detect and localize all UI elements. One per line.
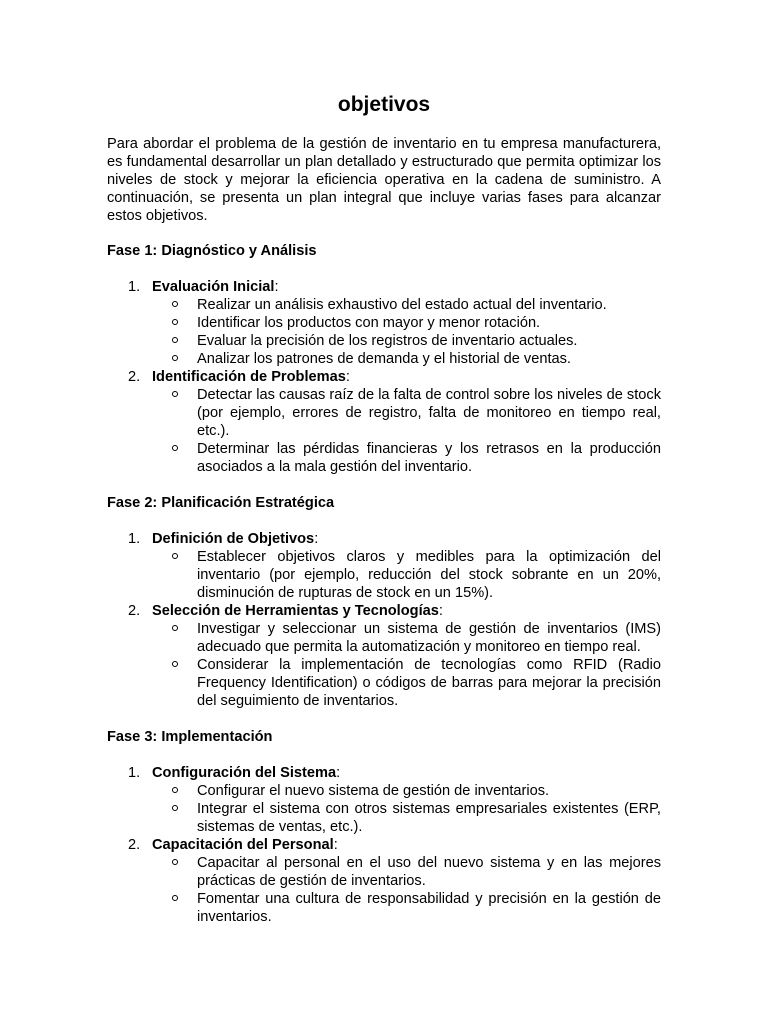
list-item <box>152 314 661 332</box>
list-item <box>152 440 661 476</box>
circle-bullet-icon <box>172 319 178 325</box>
list-item-text: Configurar el nuevo sistema de gestión de inventarios. <box>197 783 550 799</box>
step-item <box>107 530 661 602</box>
circle-bullet-icon <box>172 895 178 901</box>
step-item <box>107 368 661 476</box>
step-subitems-list <box>152 386 661 476</box>
intro-paragraph: Para abordar el problema de la gestión de inventario en tu empresa manufacturera, es fundamental desarrollar un plan detallado y estructurado que permita optimizar los niveles de stock y mejorar la eficiencia operativa en la cadena de suministro. A continuación, se presenta un plan integral que incluye varias fases para alcanzar estos objetivos. <box>107 136 661 224</box>
step-title: Identificación de Problemas <box>152 369 346 385</box>
step-number: 1. <box>128 279 141 295</box>
step-subitems-list <box>152 296 661 368</box>
circle-bullet-icon <box>172 553 178 559</box>
document-title: objetivos <box>337 93 431 116</box>
step-title: Configuración del Sistema <box>152 765 337 781</box>
circle-bullet-icon <box>172 661 178 667</box>
list-item <box>152 386 661 440</box>
phases-container <box>107 242 661 926</box>
phase-steps-list <box>107 764 661 926</box>
list-item-text: Integrar el sistema con otros sistemas empresariales existentes (ERP, sistemas de ventas, etc.). <box>197 801 661 835</box>
list-item-text: Analizar los patrones de demanda y el historial de ventas. <box>197 351 571 367</box>
step-number: 2. <box>128 369 141 385</box>
step-title: Capacitación del Personal <box>152 837 334 853</box>
step-subitems-list <box>152 620 661 710</box>
step-subitems-list <box>152 782 661 836</box>
step-subitems-list <box>152 548 661 602</box>
list-item-text: Investigar y seleccionar un sistema de gestión de inventarios (IMS) adecuado que permita la automatización y monitoreo en tiempo real. <box>197 621 661 655</box>
phase-steps-list <box>107 530 661 710</box>
step-title: Selección de Herramientas y Tecnologías <box>152 603 439 619</box>
list-item <box>152 854 661 890</box>
step-title: Definición de Objetivos <box>152 531 315 547</box>
step-title-suffix: : <box>314 531 319 547</box>
phase-heading: Fase 3: Implementación <box>107 729 273 745</box>
list-item-text: Identificar los productos con mayor y menor rotación. <box>197 315 541 331</box>
circle-bullet-icon <box>172 625 178 631</box>
circle-bullet-icon <box>172 337 178 343</box>
step-item <box>107 764 661 836</box>
step-subitems-list <box>152 854 661 926</box>
list-item <box>152 332 661 350</box>
list-item-text: Establecer objetivos claros y medibles para la optimización del inventario (por ejemplo, reducción del stock sobrante en un 20%, disminución de rupturas de stock en un 15%). <box>197 549 661 601</box>
step-number: 1. <box>128 531 141 547</box>
list-item-text: Evaluar la precisión de los registros de inventario actuales. <box>197 333 578 349</box>
step-number: 2. <box>128 603 141 619</box>
step-item <box>107 278 661 368</box>
step-item <box>107 602 661 710</box>
list-item-text: Detectar las causas raíz de la falta de control sobre los niveles de stock (por ejemplo, errores de registro, falta de monitoreo en tiempo real, etc.). <box>197 387 661 439</box>
step-title-suffix: : <box>274 279 279 295</box>
phase-heading: Fase 2: Planificación Estratégica <box>107 495 335 511</box>
phase-heading: Fase 1: Diagnóstico y Análisis <box>107 243 317 259</box>
step-title: Evaluación Inicial <box>152 279 275 295</box>
step-title-suffix: : <box>345 369 350 385</box>
step-title-suffix: : <box>333 837 338 853</box>
document-page <box>107 92 661 944</box>
list-item-text: Considerar la implementación de tecnologías como RFID (Radio Frequency Identification) o códigos de barras para mejorar la precisión del seguimiento de inventarios. <box>197 657 661 709</box>
step-item <box>107 836 661 926</box>
step-number: 1. <box>128 765 141 781</box>
list-item <box>152 800 661 836</box>
list-item <box>152 548 661 602</box>
circle-bullet-icon <box>172 391 178 397</box>
circle-bullet-icon <box>172 355 178 361</box>
list-item <box>152 620 661 656</box>
step-number: 2. <box>128 837 141 853</box>
list-item <box>152 890 661 926</box>
list-item-text: Determinar las pérdidas financieras y los retrasos en la producción asociados a la mala gestión del inventario. <box>197 441 661 475</box>
circle-bullet-icon <box>172 805 178 811</box>
list-item <box>152 782 661 800</box>
step-title-suffix: : <box>336 765 341 781</box>
list-item <box>152 296 661 314</box>
circle-bullet-icon <box>172 301 178 307</box>
circle-bullet-icon <box>172 445 178 451</box>
list-item <box>152 350 661 368</box>
list-item-text: Capacitar al personal en el uso del nuevo sistema y en las mejores prácticas de gestión de inventarios. <box>197 855 661 889</box>
list-item-text: Fomentar una cultura de responsabilidad y precisión en la gestión de inventarios. <box>197 891 661 925</box>
list-item <box>152 656 661 710</box>
circle-bullet-icon <box>172 787 178 793</box>
phase-steps-list <box>107 278 661 476</box>
step-title-suffix: : <box>438 603 443 619</box>
list-item-text: Realizar un análisis exhaustivo del estado actual del inventario. <box>197 297 607 313</box>
circle-bullet-icon <box>172 859 178 865</box>
